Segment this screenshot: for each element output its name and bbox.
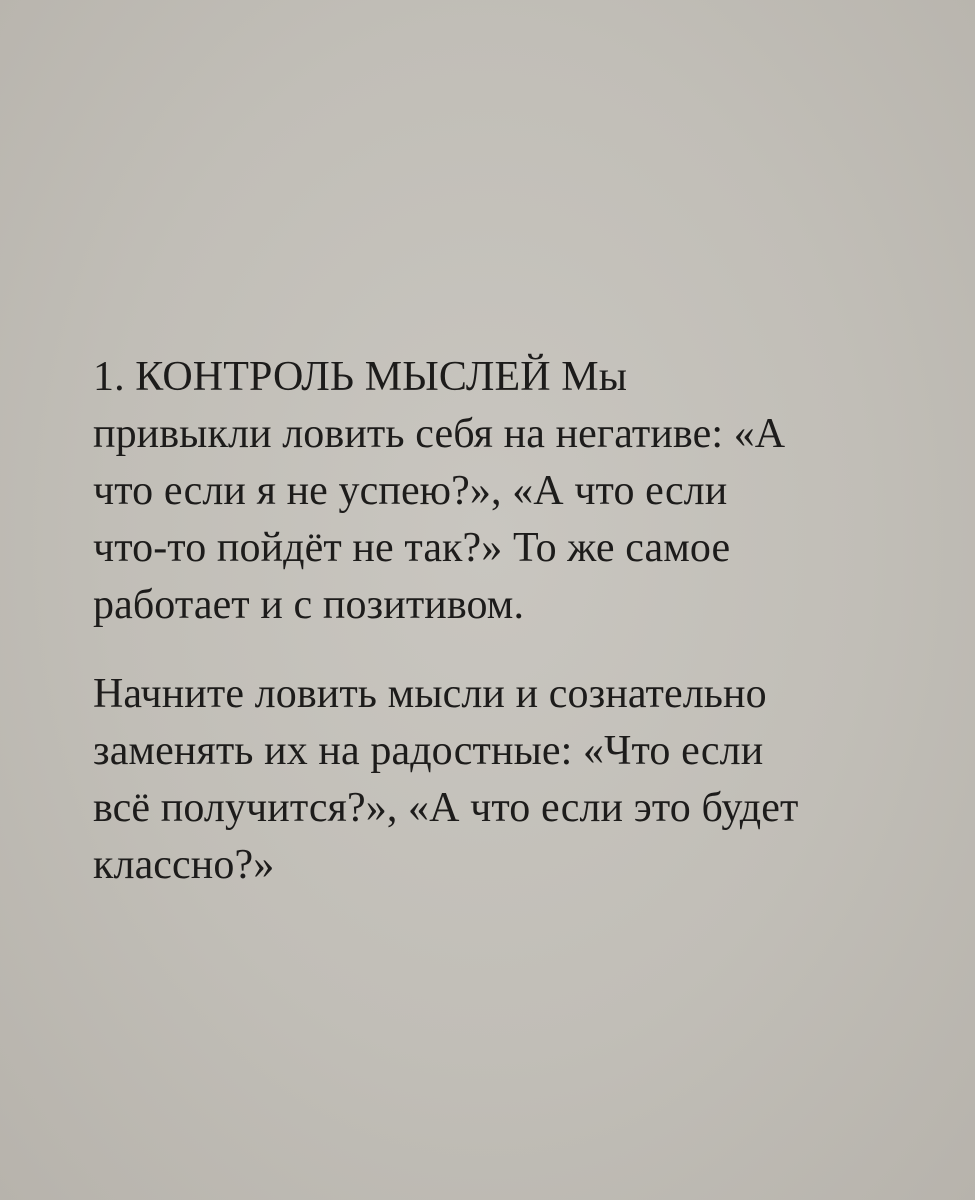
text-line: всё получится?», «А что если это будет: [93, 785, 799, 831]
paragraph-replace-thoughts: [93, 666, 883, 894]
text-line: Начните ловить мысли и сознательно: [93, 671, 767, 717]
text-line: что если я не успею?», «А что если: [93, 468, 728, 514]
text-line: 1. КОНТРОЛЬ МЫСЛЕЙ Мы: [93, 354, 628, 400]
text-line: заменять их на радостные: «Что если: [93, 728, 764, 774]
text-line: классно?»: [93, 842, 275, 888]
text-line: что-то пойдёт не так?» То же самое: [93, 525, 731, 571]
paragraph-thought-control: [93, 349, 883, 634]
text-line: работает и с позитивом.: [93, 582, 525, 628]
text-line: привыкли ловить себя на негативе: «А: [93, 411, 786, 457]
